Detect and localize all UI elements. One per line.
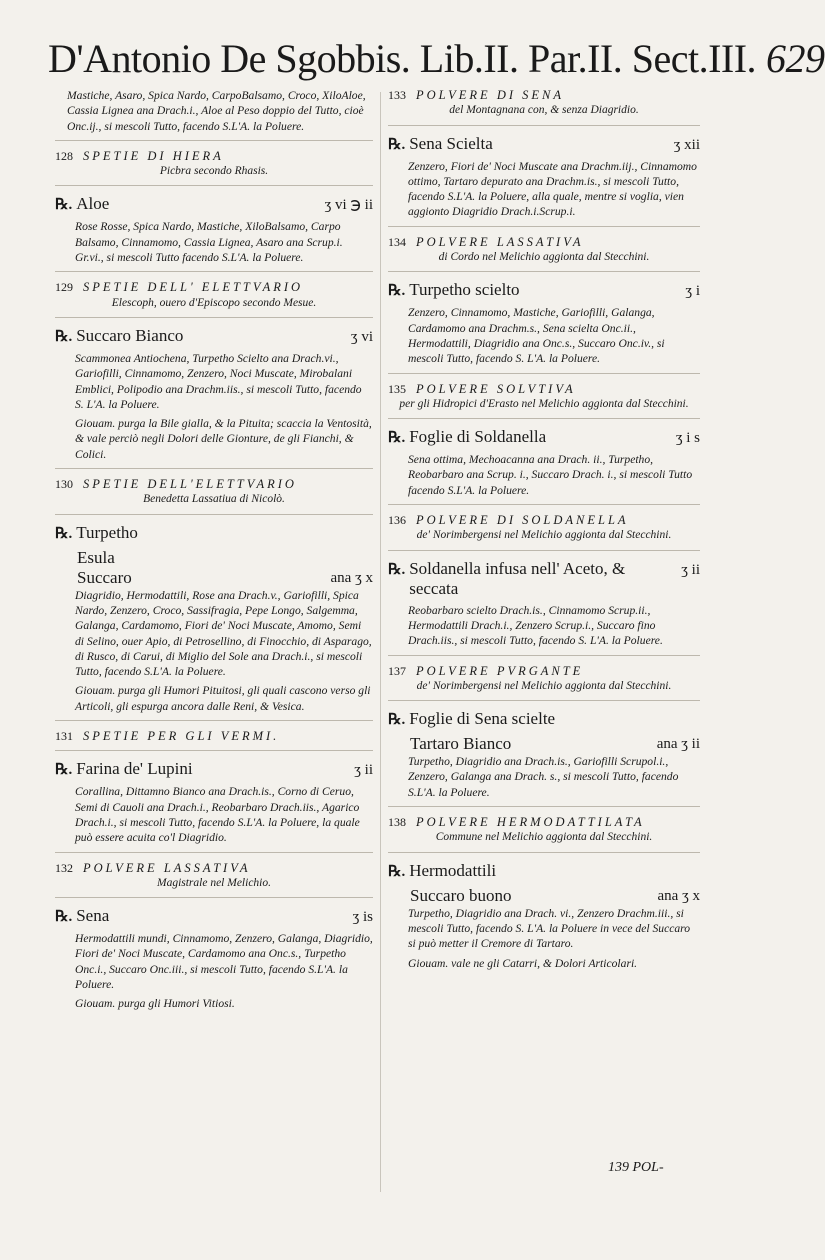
entry-136-heading	[388, 513, 700, 528]
entry-subtitle: Benedetta Lassatiua di Nicolò.	[143, 493, 285, 506]
recipe-body: Diagridio, Hermodattili, Rose ana Drach.v., Gariofilli, Spica Nardo, Zenzero, Croco, Sassifragia, Pepe Longo, Salgemma, Galanga, Cardamomo, Fiori de' Noci Muscate, Amomo, Semi di Selino, ouer Apio, di Petrosellino, di Finocchio, di Asparago, di Rusco, di Carui, di Miglio del Sole ana Drach.i., si mescoli Tutto, facendo S.L'A. la Poluere.	[75, 588, 372, 679]
recipe-symbol: ℞.	[55, 197, 73, 214]
recipe-symbol: ℞.	[55, 525, 73, 542]
recipe-symbol: ℞.	[388, 863, 406, 880]
recipe-name: Succaro buono	[410, 885, 512, 905]
entry-134-heading	[388, 235, 700, 250]
recipe-turpetho-scielto	[388, 280, 700, 301]
entry-133-heading	[388, 88, 700, 103]
recipe-name: Succaro Bianco	[76, 325, 184, 345]
rule	[388, 655, 700, 656]
recipe-foglie-soldanella	[388, 427, 700, 448]
recipe-dose: ʒ vi ℈ ii	[324, 197, 373, 214]
rule	[388, 373, 700, 374]
recipe-name: Turpetho	[76, 522, 138, 542]
page-number: 629	[766, 36, 825, 81]
entry-title: POLVERE LASSATIVA	[416, 234, 584, 249]
recipe-note: Giouam. purga gli Humori Vitiosi.	[75, 997, 235, 1011]
rule	[388, 550, 700, 551]
recipe-name: Sena	[76, 906, 110, 926]
entry-number: 128	[55, 148, 73, 163]
recipe-body: Rose Rosse, Spica Nardo, Mastiche, XiloBalsamo, Carpo Balsamo, Cinnamomo, Cassia Lignea, Asaro ana Scrup.i. Gr.vi., si mescoli Tutto facendo S.L'A. la Poluere.	[75, 220, 343, 265]
running-head	[48, 34, 825, 84]
rule	[388, 125, 700, 126]
running-title: D'Antonio De Sgobbis. Lib.II. Par.II. Sect.III.	[48, 36, 757, 81]
recipe-name: Turpetho scielto	[409, 280, 520, 300]
recipe-name: Succaro	[77, 567, 132, 587]
entry-subtitle: Magistrale nel Melichio.	[156, 876, 272, 889]
recipe-name: Foglie di Soldanella	[409, 427, 547, 447]
recipe-dose: ʒ i	[685, 283, 700, 300]
entry-title: POLVERE HERMODATTILATA	[416, 815, 645, 830]
rule	[55, 897, 373, 898]
recipe-body: Turpetho, Diagridio ana Drach.is., Gariofilli Scrupol.i., Zenzero, Galanga ana Drach. s., si mescoli Tutto, facendo S.L'A. la Poluere.	[408, 755, 679, 799]
rule	[388, 806, 700, 807]
recipe-dose: ʒ ii	[354, 762, 373, 779]
entry-number: 132	[55, 860, 73, 875]
entry-title: POLVERE PVRGANTE	[416, 663, 584, 678]
entry-subtitle: Picbra secondo Rhasis.	[159, 165, 269, 178]
recipe-body: Scammonea Antiochena, Turpetho Scielto ana Drach.vi., Gariofilli, Cinnamomo, Zenzero, Noci Muscate, Mirobalani Emblici, Polipodio ana Drachm.iis., si mescoli Tutto, facendo S. L'A. la Poluere.	[75, 351, 362, 411]
recipe-dose: ʒ i s	[675, 430, 700, 447]
recipe-name: Farina de' Lupini	[76, 759, 193, 779]
rule	[388, 271, 700, 272]
recipe-name-line	[77, 568, 373, 588]
recipe-body: Sena ottima, Mechoacanna ana Drach. ii., Turpetho, Reobarbaro ana Scrup. i., Succaro Drach. i., si mescoli Tutto facendo S.L'A. la Poluere.	[408, 453, 693, 497]
entry-subtitle: di Cordo nel Melichio aggionta dal Stecchini.	[438, 251, 650, 264]
recipe-note: Giouam. vale ne gli Catarri, & Dolori Articolari.	[408, 956, 638, 970]
entry-title: SPETIE DI HIERA	[83, 148, 224, 163]
recipe-dose: ʒ ii	[681, 561, 700, 578]
entry-138-heading	[388, 815, 700, 830]
entry-number: 134	[388, 234, 406, 249]
rule	[388, 418, 700, 419]
recipe-symbol: ℞.	[388, 430, 406, 447]
entry-128-heading	[55, 149, 373, 164]
recipe-dose: ana ʒ x	[330, 569, 373, 586]
rule	[388, 226, 700, 227]
entry-132-heading	[55, 861, 373, 876]
entry-number: 130	[55, 477, 73, 492]
entry-number: 136	[388, 513, 406, 528]
entry-subtitle: del Montagnana con, & senza Diagridio.	[449, 104, 639, 117]
rule	[55, 720, 373, 721]
right-column	[388, 88, 700, 975]
recipe-note: Giouam. purga gli Humori Pituitosi, gli quali cascono verso gli Articoli, gli espurga ancora dalle Reni, & Vesica.	[75, 684, 371, 713]
recipe-body: Turpetho, Diagridio ana Drach. vi., Zenzero Drachm.iii., si mescoli Tutto, facendo S. L'A. la Poluere in vece del Succaro si può metter il Cremore di Tartaro.	[408, 906, 691, 951]
recipe-dose: ana ʒ x	[657, 887, 700, 904]
entry-subtitle: per gli Hidropici d'Erasto nel Melichio aggionta dal Stecchini.	[399, 397, 689, 410]
recipe-farina-lupini	[55, 759, 373, 780]
recipe-symbol: ℞.	[388, 283, 406, 300]
entry-number: 138	[388, 815, 406, 830]
rule	[55, 271, 373, 272]
recipe-name: Soldanella infusa nell' Aceto, & seccata	[409, 558, 626, 598]
entry-title: SPETIE PER GLI VERMI.	[83, 729, 280, 744]
recipe-aloe	[55, 194, 373, 215]
recipe-dose: ʒ vi	[350, 328, 373, 345]
entry-subtitle: de' Norimbergensi nel Melichio aggionta dal Stecchini.	[416, 679, 672, 692]
recipe-note: Giouam. purga la Bile gialla, & la Pituita; scaccia la Ventosità, & vale perciò negli Dolori delle Gionture, de gli Fianchi, & Colici.	[75, 417, 372, 461]
entry-number: 131	[55, 729, 73, 744]
recipe-dose: ʒ xii	[673, 136, 700, 153]
recipe-symbol: ℞.	[55, 909, 73, 926]
entry-131-heading	[55, 729, 373, 744]
entry-number: 135	[388, 381, 406, 396]
entry-subtitle: de' Norimbergensi nel Melichio aggionta dal Stecchini.	[416, 529, 672, 542]
intro-paragraph: Mastiche, Asaro, Spica Nardo, CarpoBalsamo, Croco, XiloAloe, Cassia Lignea ana Drach.i., Aloe al Peso doppio del Tutto, cioè Onc.ij., si mescoli Tutto, facendo S.L'A. la Poluere.	[67, 89, 366, 133]
entry-130-heading	[55, 477, 373, 492]
recipe-body: Zenzero, Fiori de' Noci Muscate ana Drachm.iij., Cinnamomo ottimo, Tartaro depurato ana Drachm.is., si mescoli Tutto, facendo S.L'A. la Poluere, alla quale, mentre si voglia, vien aggionto Diagridio Drach.i.Scrup.i.	[408, 159, 697, 219]
recipe-turpetho	[55, 523, 373, 544]
recipe-dose: ʒ is	[352, 909, 373, 926]
entry-subtitle: Commune nel Melichio aggionta dal Stecchini.	[435, 831, 653, 844]
entry-number: 133	[388, 88, 406, 102]
catchword: 139 POL-	[608, 1160, 664, 1175]
recipe-hermodattili	[388, 861, 700, 882]
recipe-name: Aloe	[76, 194, 110, 214]
entry-subtitle: Elescoph, ouero d'Episcopo secondo Mesue.	[111, 296, 317, 309]
entry-number: 137	[388, 663, 406, 678]
entry-title: POLVERE DI SENA	[416, 88, 564, 102]
recipe-name: Sena Scielta	[409, 133, 493, 153]
left-column	[55, 88, 373, 1016]
recipe-name: Tartaro Bianco	[410, 734, 512, 754]
recipe-symbol: ℞.	[388, 136, 406, 153]
rule	[388, 504, 700, 505]
recipe-name: Hermodattili	[409, 860, 497, 880]
rule	[55, 317, 373, 318]
rule	[388, 700, 700, 701]
entry-title: POLVERE SOLVTIVA	[416, 381, 576, 396]
rule	[55, 185, 373, 186]
entry-title: SPETIE DELL' ELETTVARIO	[83, 280, 304, 295]
recipe-name-line	[410, 886, 700, 906]
entry-title: SPETIE DELL'ELETTVARIO	[83, 477, 297, 492]
entry-number: 129	[55, 280, 73, 295]
recipe-body: Corallina, Dittamno Bianco ana Drach.is., Corno di Ceruo, Semi di Cauoli ana Drach.i., Reobarbaro Drach.iis., Agarico Drach.i., si mescoli Tutto, facendo S.L'A. la Poluere, la quale può essere acuita co'l Diagridio.	[75, 785, 360, 845]
recipe-symbol: ℞.	[55, 762, 73, 779]
recipe-symbol: ℞.	[388, 712, 406, 729]
recipe-name: Esula	[77, 547, 115, 567]
recipe-succaro-bianco	[55, 326, 373, 347]
recipe-symbol: ℞.	[388, 561, 406, 578]
rule	[55, 468, 373, 469]
recipe-soldanella-infusa	[388, 559, 700, 599]
recipe-body: Hermodattili mundi, Cinnamomo, Zenzero, Galanga, Diagridio, Fiori de' Noci Muscate, Cardamomo ana Onc.s., Turpetho Onc.i., Succaro Onc.iii., si mescoli Tutto, facendo S.L'A. la Poluere.	[75, 932, 373, 991]
rule	[55, 140, 373, 141]
recipe-foglie-sena	[388, 709, 700, 730]
entry-title: POLVERE DI SOLDANELLA	[416, 513, 629, 528]
entry-title: POLVERE LASSATIVA	[83, 860, 251, 875]
recipe-symbol: ℞.	[55, 328, 73, 345]
entry-129-heading	[55, 280, 373, 295]
entry-137-heading	[388, 664, 700, 679]
recipe-name: Foglie di Sena scielte	[409, 709, 556, 729]
recipe-body: Zenzero, Cinnamomo, Mastiche, Gariofilli, Galanga, Cardamomo ana Drachm.s., Sena scielta Onc.ii., Hermodattili, Diagridio ana Onc.s., Succaro Onc.iv., si mescoli Tutto, facendo S. L'A. la Poluere.	[408, 306, 665, 366]
rule	[55, 750, 373, 751]
rule	[388, 852, 700, 853]
recipe-sena-scielta	[388, 134, 700, 155]
recipe-dose: ana ʒ ii	[656, 736, 700, 753]
recipe-name-line	[410, 734, 700, 754]
rule	[55, 514, 373, 515]
entry-135-heading	[388, 382, 700, 397]
recipe-body: Reobarbaro scielto Drach.is., Cinnamomo Scrup.ii., Hermodattili Drach.i., Zenzero Scrup.i., Succaro fino Drach.iis., si mescoli Tutto, facendo S. L'A. la Poluere.	[408, 603, 663, 648]
recipe-sena	[55, 906, 373, 927]
column-divider	[380, 92, 381, 1192]
rule	[55, 852, 373, 853]
recipe-name-line	[77, 548, 373, 568]
